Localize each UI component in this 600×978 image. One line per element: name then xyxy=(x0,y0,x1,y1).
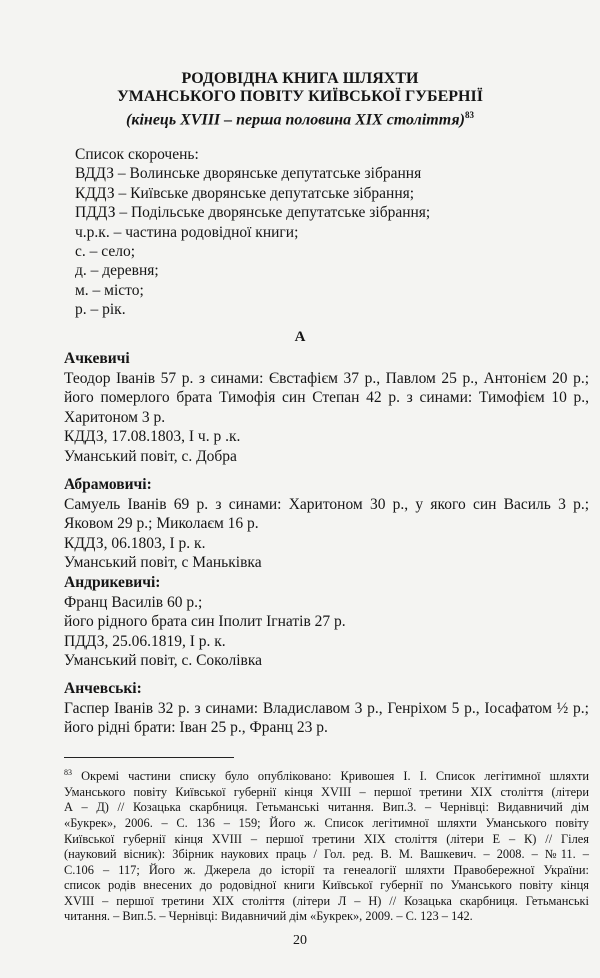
title-line-1: РОДОВІДНА КНИГА ШЛЯХТИ xyxy=(181,70,419,87)
footnote-line: «Букрек», 2006. – С. 136 – 159; Його ж. Список легітимної шляхти Уманського повіту xyxy=(64,815,589,830)
footnote-line: (науковий вісник): Збірник наукових праць / Гол. ред. В. М. Вашкевич. – 2008. – №11. – xyxy=(64,847,589,862)
family-entry-abramovychi xyxy=(64,475,589,573)
entry-line: ПДДЗ, 25.06.1819, І р. к. xyxy=(64,632,226,650)
entry-line: Уманський повіт, с Маньківка xyxy=(64,554,262,572)
family-name: Андрикевичі: xyxy=(64,574,161,591)
family-entry-andrykevychi xyxy=(64,573,589,671)
family-entry-achkevychi xyxy=(64,349,589,467)
page-number: 20 xyxy=(293,933,307,948)
entry-line: КДДЗ, 17.08.1803, І ч. р .к. xyxy=(64,428,241,446)
entry-line: Уманський повіт, с. Добра xyxy=(64,447,237,465)
family-name: Анчевські: xyxy=(64,680,142,697)
abbreviation-item: КДДЗ – Київське дворянське депутатське зібрання; xyxy=(75,184,415,202)
footnote xyxy=(64,765,589,925)
abbreviations-list xyxy=(75,145,555,320)
title-line-2: УМАНСЬКОГО ПОВІТУ КИЇВСЬКОЇ ГУБЕРНІЇ xyxy=(117,88,483,105)
footnote-line: читання. – Вип.5. – Чернівці: Видавничий дім «Букрек», 2009. – С. 123 – 142. xyxy=(64,909,473,924)
footnote-line xyxy=(64,765,589,785)
family-name: Абрамовичі: xyxy=(64,476,152,493)
footnote-line: XVIII – першої третини XIX століття (літери Л – Н) // Козацька скарбниця. Гетьманські xyxy=(64,893,589,908)
section-letter: А xyxy=(294,329,306,345)
abbreviation-item: с. – село; xyxy=(75,243,135,261)
footnote-ref: 83 xyxy=(464,110,474,120)
entry-line: Харитоном 3 р. xyxy=(64,408,166,426)
title-line-3-text: (кінець XVIII – перша половина XIX століття) xyxy=(126,111,465,129)
entry-line: Уманський повіт, с. Соколівка xyxy=(64,652,263,670)
entry-line: КДДЗ, 06.1803, І р. к. xyxy=(64,534,206,552)
entry-line: Франц Василів 60 р.; xyxy=(64,593,203,611)
family-entry-anchevski xyxy=(64,679,589,738)
entry-line: його рідного брата син Іполит Ігнатів 27 р. xyxy=(64,613,346,631)
entry-line: Теодор Іванів 57 р. з синами: Євстафієм 37 р., Павлом 25 р., Антонієм 20 р.; xyxy=(64,369,589,387)
footnote-line: список родів внесених до родовідної книги Київської губернії по Уманського повіту кінця xyxy=(64,878,589,893)
entry-line: Яковом 29 р.; Миколаєм 16 р. xyxy=(64,515,259,533)
abbreviation-item: ч.р.к. – частина родовідної книги; xyxy=(75,223,299,241)
footnote-line: Київської губернії кінця XVIII – першої третини XIX століття (літери Е – К) // Гілея xyxy=(64,831,589,846)
entry-line: його померлого брата Тимофія син Степан 42 р. з синами: Тимофієм 10 р., xyxy=(64,389,589,407)
abbreviation-item: м. – місто; xyxy=(75,281,144,299)
footnote-line: Уманського повіту Київської губернії кінця XVIII – першої третини XIX століття (літери xyxy=(64,784,589,799)
abbreviations-heading: Список скорочень: xyxy=(75,146,199,163)
entry-line: Самуель Іванів 69 р. з синами: Харитоном 30 р., у якого син Василь 3 р.; xyxy=(64,495,589,513)
abbreviation-item: ВДДЗ – Волинське дворянське депутатське зібрання xyxy=(75,165,422,183)
footnote-line: С.106 – 117; Його ж. Джерела до історії та генеалогії шляхти Правобережної України: xyxy=(64,862,589,877)
footnote-text: Окремі частини списку було опубліковано: Кривошея І. І. Список легітимної шляхти xyxy=(81,769,589,784)
abbreviation-item: р. – рік. xyxy=(75,301,126,319)
family-name: Ачкевичі xyxy=(64,350,130,367)
abbreviation-item: ПДДЗ – Подільське дворянське депутатське зібрання; xyxy=(75,204,431,222)
footnote-divider xyxy=(64,757,234,758)
abbreviation-item: д. – деревня; xyxy=(75,262,159,280)
footnote-line: А – Д) // Козацька скарбниця. Гетьманські читання. Вип.3. – Чернівці: Видавничий дім xyxy=(64,800,589,815)
entry-line: Гаспер Іванів 32 р. з синами: Владиславом 3 р., Генріхом 5 р., Іосафатом ½ р.; xyxy=(64,699,589,717)
page-title xyxy=(40,70,560,129)
entry-line: його рідні брати: Іван 25 р., Франц 23 р. xyxy=(64,719,328,737)
title-line-3 xyxy=(40,106,560,129)
footnote-number: 83 xyxy=(64,768,72,777)
